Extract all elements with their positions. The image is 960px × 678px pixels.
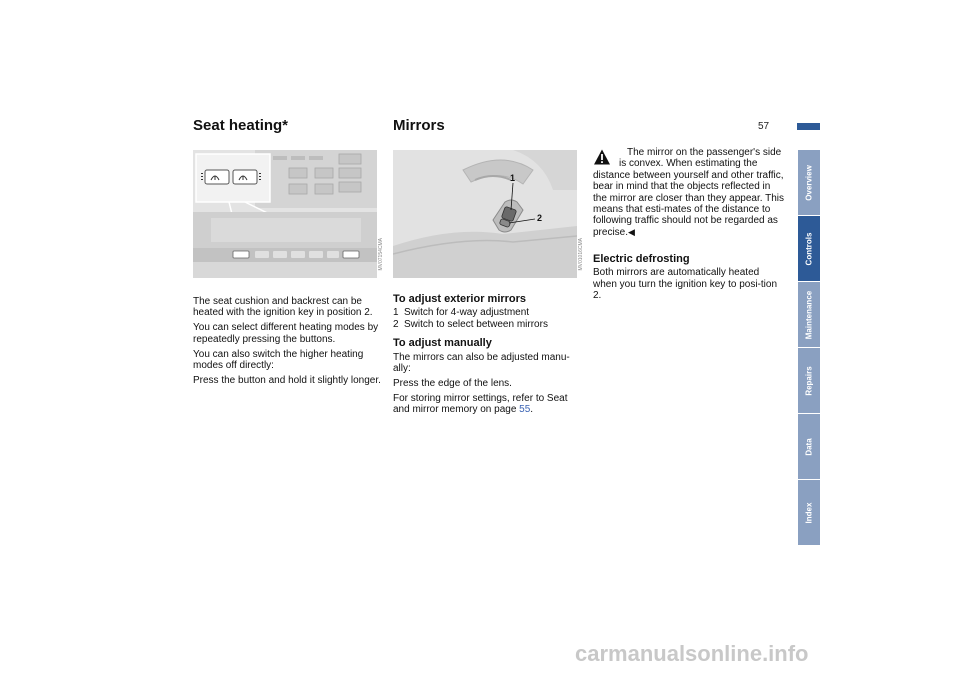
adjust-manually-heading: To adjust manually — [393, 337, 492, 350]
tab-controls[interactable] — [798, 216, 820, 281]
seat-heating-figure-code: MV07154CMA — [378, 238, 384, 271]
adjust-exterior-heading: To adjust exterior mirrors — [393, 293, 527, 305]
memory-reference-text: For storing mirror settings, refer to Seat and mirror memory on page — [393, 393, 568, 416]
list-item — [393, 307, 585, 318]
page-number: 57 — [758, 121, 770, 132]
seat-heating-paragraph: You can select different heating modes by repeatedly pressing the buttons. — [193, 322, 379, 345]
memory-reference-paragraph — [393, 393, 585, 416]
electric-defrosting-heading: Electric defrosting — [593, 253, 690, 265]
tab-label: Data — [804, 437, 814, 456]
tab-label: Repairs — [804, 365, 814, 396]
list-item-number: 2 — [393, 318, 399, 330]
seat-heating-title: Seat heating* — [193, 117, 289, 134]
warning-text: The mirror on the passenger's side is convex. When estimating the distance between yourself and other traffic, bear in mind that the objects reflected in the mirror are closer than they appear. This means that esti-mates of the distance to following traffic should not be regarded as precise. — [593, 147, 785, 238]
end-mark-icon: ◀ — [628, 226, 635, 237]
seat-heating-paragraph: The seat cushion and backrest can be heated with the ignition key in position 2. — [193, 296, 373, 319]
tab-data[interactable] — [798, 414, 820, 479]
adjust-manually-paragraph: Press the edge of the lens. — [393, 378, 512, 390]
memory-reference-end: . — [530, 404, 534, 416]
tab-repairs[interactable] — [798, 348, 820, 413]
list-item — [393, 319, 585, 330]
warning-paragraph — [593, 147, 785, 238]
seat-heating-paragraph: You can also switch the higher heating modes off directly: — [193, 348, 364, 372]
watermark: carmanualsonline.info — [575, 641, 809, 666]
tab-overview[interactable] — [798, 150, 820, 215]
electric-defrosting-section — [593, 254, 785, 305]
tab-label: Index — [804, 502, 814, 523]
callout-label-1: 1 — [510, 173, 516, 183]
mirror-switch-figure — [393, 150, 577, 278]
callout-label-2: 2 — [537, 213, 543, 223]
chapter-tabs — [798, 150, 820, 546]
mirrors-body — [393, 294, 585, 419]
list-item-text: Switch to select between mirrors — [404, 318, 548, 330]
seat-heating-figure — [193, 150, 377, 278]
tab-index[interactable] — [798, 480, 820, 545]
tab-label: Overview — [804, 164, 814, 201]
seat-heating-paragraph: Press the button and hold it slightly longer. — [193, 375, 381, 387]
list-item-text: Switch for 4-way adjustment — [404, 307, 530, 319]
page-marker — [797, 123, 820, 130]
adjust-manually-paragraph: The mirrors can also be adjusted manu-ally: — [393, 351, 570, 375]
warning-icon — [593, 148, 611, 166]
page-link[interactable]: 55 — [519, 404, 531, 416]
seat-heating-body — [193, 296, 383, 390]
tab-label: Controls — [804, 232, 814, 265]
tab-maintenance[interactable] — [798, 282, 820, 347]
mirrors-title: Mirrors — [393, 117, 445, 134]
mirror-figure-code: MV01016CMA — [578, 238, 584, 271]
warning-block — [593, 147, 785, 242]
tab-label: Maintenance — [804, 290, 814, 339]
electric-defrosting-text: Both mirrors are automatically heated when you turn the ignition key to posi-tion 2. — [593, 267, 777, 302]
list-item-number: 1 — [393, 307, 399, 319]
